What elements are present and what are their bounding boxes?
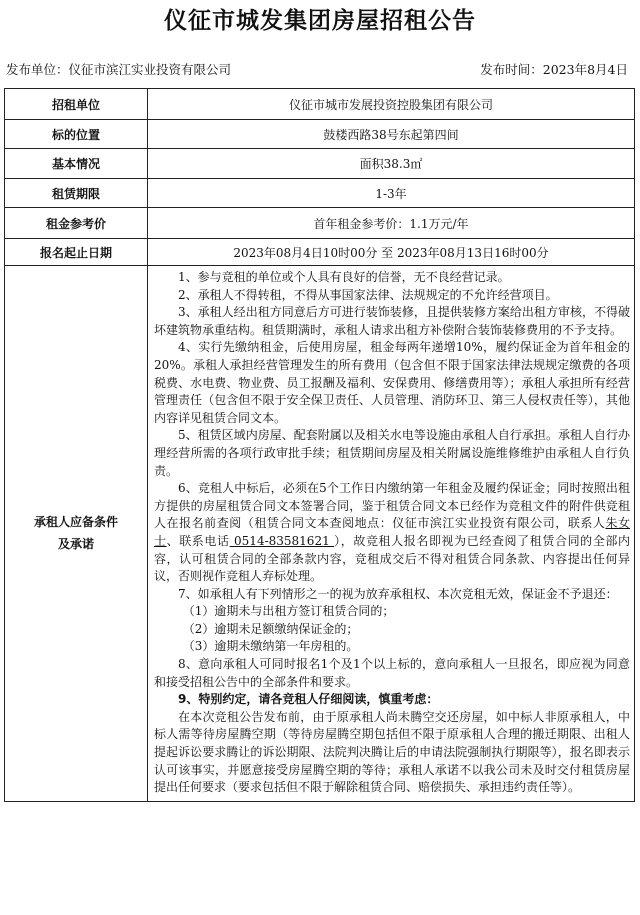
condition-6-part-c: ），故竞租人报名即视为已经查阅了租赁合同的全部内容，认可租赁合同的全部条款内容，竞租成交后不得对租赁合同条款、内容提出任何异议，否则视作竞租人弃标处理。 (154, 533, 630, 584)
condition-3: 3、承租人经出租方同意后方可进行装饰装修，且提供装修方案给出租方审核，不得破坏建筑物承重结构。租赁期满时，承租人请求出租方补偿附合装饰装修费用的不予支持。 (154, 305, 630, 337)
condition-6-part-b: 、联系电话 (166, 533, 230, 548)
publish-time: 发布时间：2023年8月4日 (480, 62, 628, 77)
row-label-lessor: 招租单位 (5, 89, 148, 120)
condition-7: 7、如承租人有下列情形之一的视为放弃承租权、本次竞租无效，保证金不予退还： (178, 586, 618, 601)
row-label-basic-info: 基本情况 (5, 149, 148, 179)
row-label-lease-term: 租赁期限 (5, 179, 148, 208)
condition-2: 2、承租人不得转租，不得从事国家法律、法规规定的不允许经营项目。 (178, 287, 558, 302)
condition-7-item-3: （3）逾期未缴纳第一年房租的。 (182, 639, 359, 654)
conditions-label-line2: 及承诺 (57, 537, 94, 552)
table-row (5, 89, 635, 120)
row-label-conditions (5, 266, 148, 802)
condition-6 (154, 480, 630, 586)
condition-5: 5、租赁区域内房屋、配套附属以及相关水电等设施由承租人自行承担。承租人自行办理经营所需的各项行政审批手续；租赁期间房屋及相关附属设施维修维护由承租人自行负责。 (154, 428, 630, 478)
condition-9-title: 9、特别约定，请各竞租人仔细阅读，慎重考虑： (178, 692, 439, 707)
conditions-text (148, 266, 635, 802)
conditions-label-line1: 承租人应备条件 (33, 515, 118, 530)
condition-7-item-2: （2）逾期未足额缴纳保证金的； (182, 621, 359, 636)
condition-8: 8、意向承租人可同时报名1个及1个以上标的，意向承租人一旦报名，即应视为同意和接受招租公告中的全部条件和要求。 (154, 657, 630, 689)
table-row (5, 266, 635, 802)
condition-6-part-a: 6、竞租人中标后，必须在5个工作日内缴纳第一年租金及履约保证金；同时按照出租方提供的房屋租赁合同文本签署合同，鉴于租赁合同文本已经作为竞租文件的附件供竞租人在报名前查阅（租赁合同文本查阅地点：仪征市滨江实业投资有限公司，联系人 (154, 481, 630, 531)
table-row (5, 120, 635, 149)
row-label-reference-rent: 租金参考价 (5, 208, 148, 239)
page-title: 仪征市城发集团房屋招租公告 (164, 8, 476, 34)
contact-phone: 0514-83581621 (229, 533, 335, 548)
row-label-location: 标的位置 (5, 120, 148, 149)
row-value-registration-dates: 2023年08月4日10时00分 至 2023年08月13日16时00分 (148, 239, 635, 266)
row-value-location: 鼓楼西路38号东起第四间 (148, 120, 635, 149)
condition-4: 4、实行先缴纳租金，后使用房屋，租金每两年递增10%，履约保证金为首年租金的20%。承租人承担经营管理发生的所有费用（包含但不限于国家法律法规规定缴费的各项税费、水电费、物业费、员工报酬及福利、安保费用、修缮费用等）；承租人承担所有经营管理责任（包含但不限于安全保卫责任、人员管理、消防环卫、第三人侵权责任等），其他内容详见租赁合同文本。 (154, 340, 630, 425)
condition-1: 1、参与竞租的单位或个人具有良好的信誉，无不良经营记录。 (178, 270, 510, 284)
contact-person: 朱女士 (154, 516, 630, 548)
row-value-lessor: 仪征市城市发展投资控股集团有限公司 (148, 89, 635, 120)
row-value-lease-term: 1-3年 (148, 179, 635, 208)
row-label-registration-dates: 报名起止日期 (5, 239, 148, 266)
row-value-basic-info: 面积38.3㎡ (148, 149, 635, 179)
rental-info-table (4, 88, 635, 802)
table-row (5, 149, 635, 179)
table-row (5, 208, 635, 239)
publisher-info: 发布单位：仪征市滨江实业投资有限公司 (6, 62, 232, 77)
condition-9-body: 在本次竞租公告发布前，由于原承租人尚未腾空交还房屋，如中标人非原承租人，中标人需等待房屋腾空期（等待房屋腾空期包括但不限于原承租人合理的搬迁期限、出租人提起诉讼要求腾让的诉讼期限、法院判决腾让后的申请法院强制执行期限等），报名即表示认可该事实，并愿意接受房屋腾空期的等待；承租人承诺不以我公司未及时交付租赁房屋提出任何要求（要求包括但不限于解除租赁合同、赔偿损失、承担违约责任等）。 (154, 709, 630, 795)
condition-7-item-1: （1）逾期未与出租方签订租赁合同的； (182, 604, 395, 619)
table-row (5, 179, 635, 208)
table-row (5, 239, 635, 266)
row-value-reference-rent: 首年租金参考价：1.1万元/年 (148, 208, 635, 239)
